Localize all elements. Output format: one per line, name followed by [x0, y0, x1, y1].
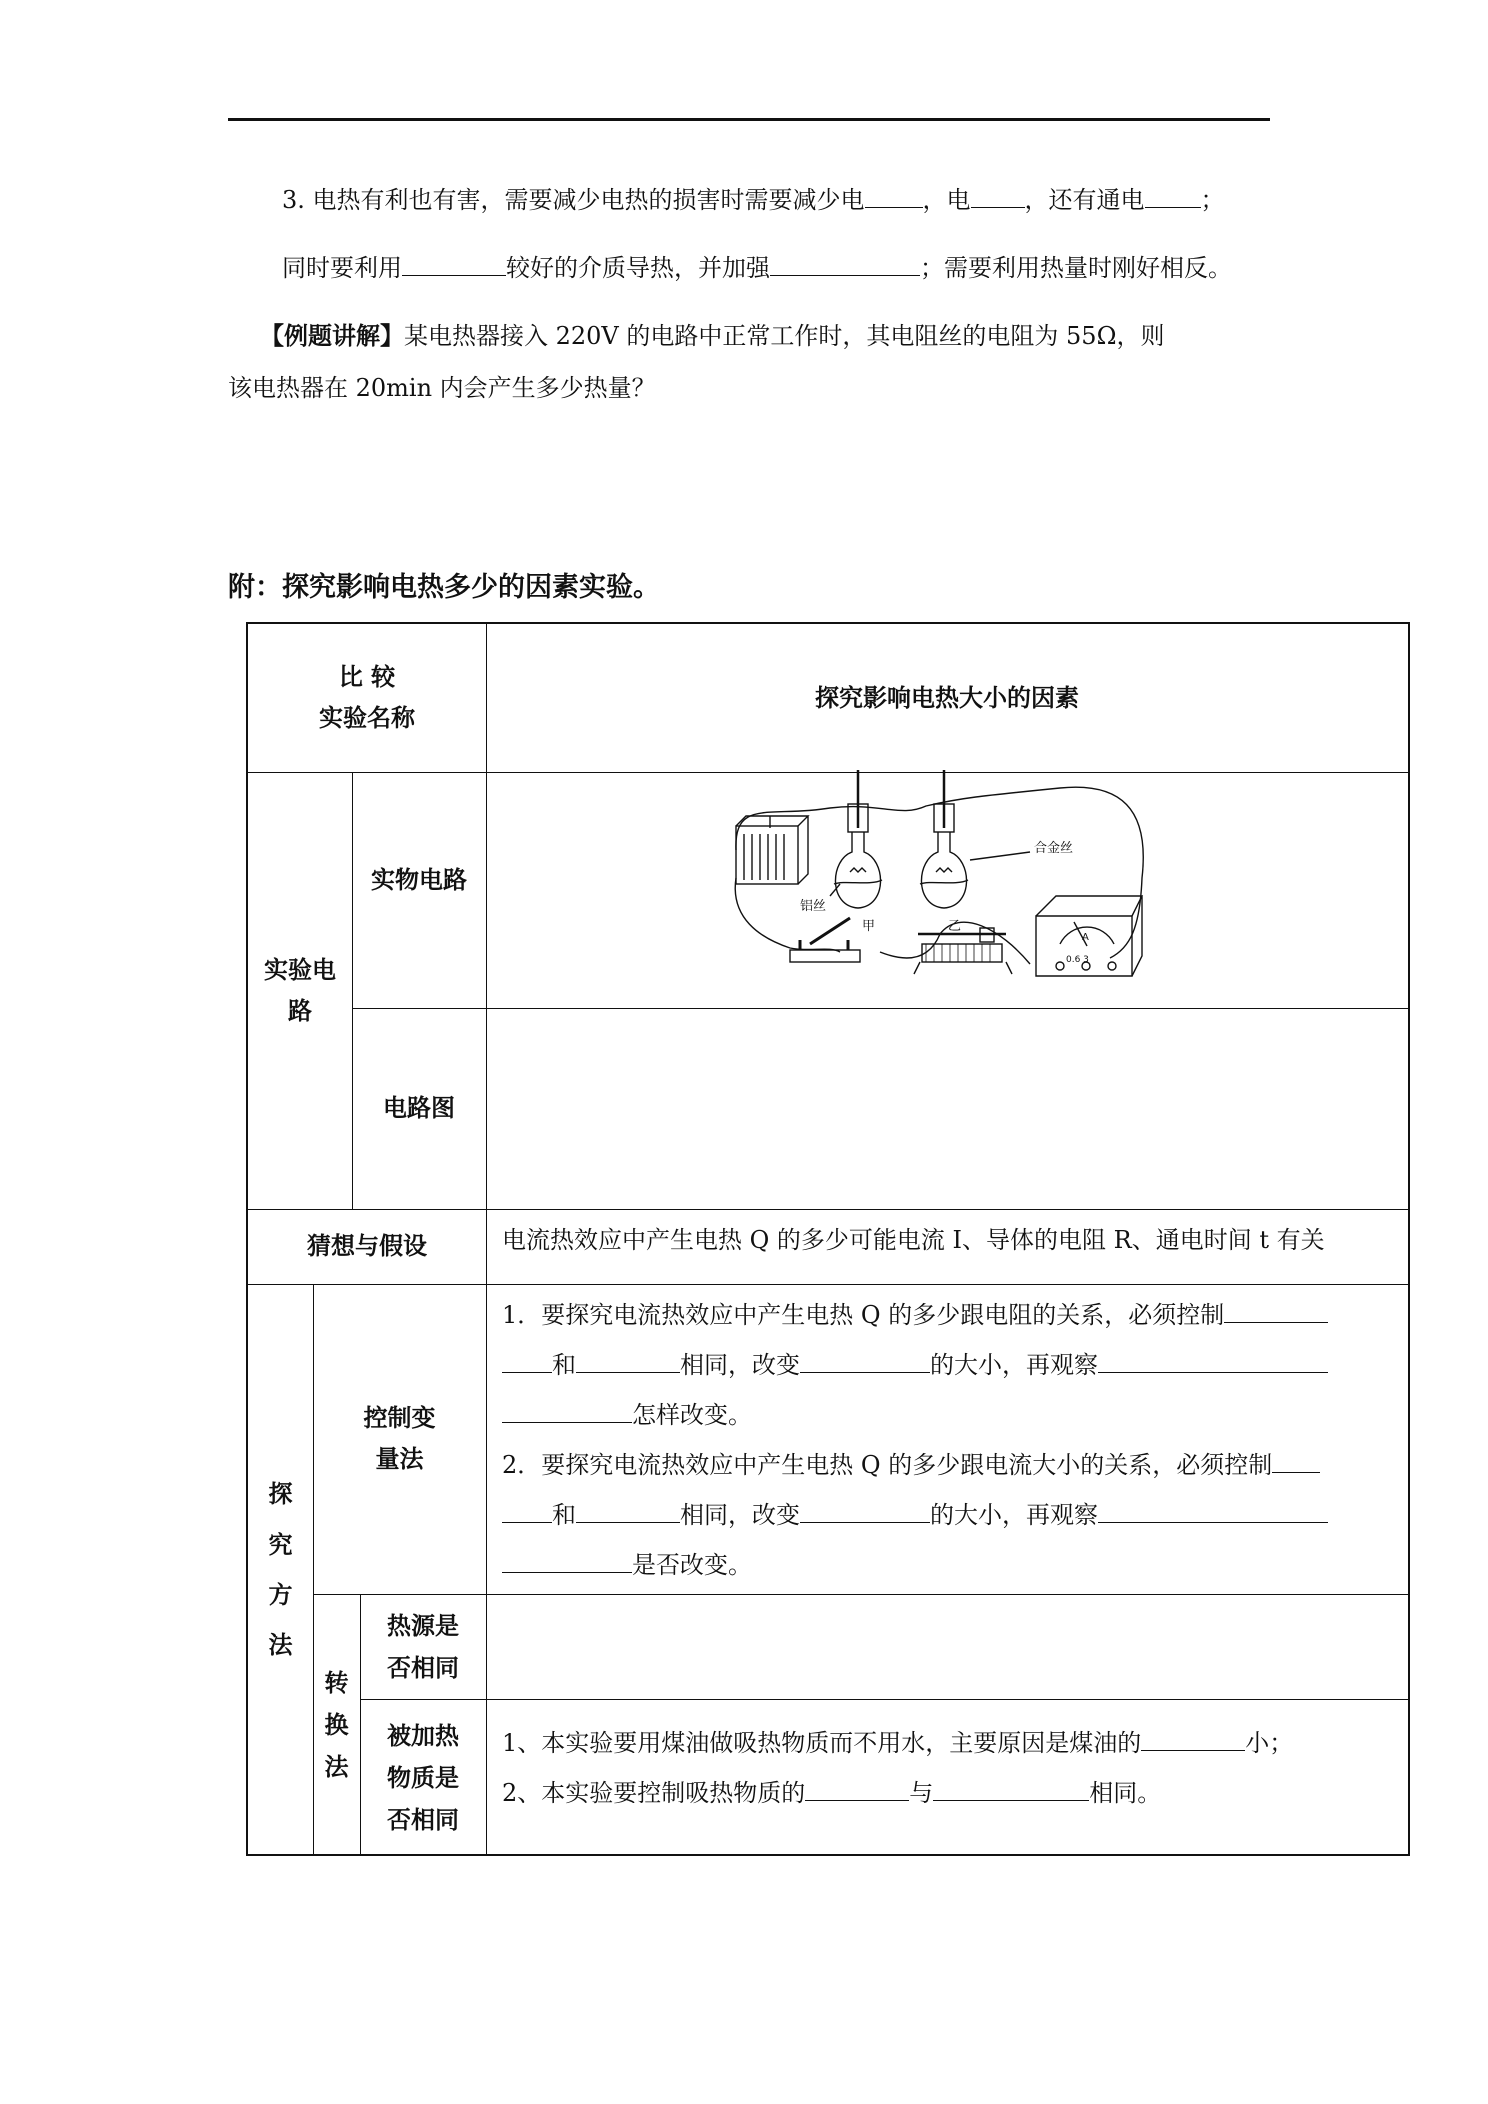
example-label: 【例题讲解】 — [260, 322, 404, 350]
alloy-pointer — [970, 852, 1030, 860]
blank — [1141, 1728, 1245, 1751]
blank — [1098, 1500, 1328, 1523]
blank — [1224, 1300, 1328, 1323]
blank — [502, 1350, 552, 1373]
header-rule — [228, 118, 1270, 121]
item3-line2: 同时要利用 较好的介质导热，并加强 ；需要利用热量时刚好相反。 — [282, 254, 1232, 282]
battery-body — [736, 826, 798, 884]
circuit-illustration — [730, 768, 1150, 998]
heat-source-label: 热源是 否相同 — [387, 1611, 459, 1682]
blank — [1272, 1450, 1320, 1473]
example-line2: 该电热器在 20min 内会产生多少热量？ — [228, 374, 656, 402]
ammeter-symbol: A — [1082, 932, 1089, 943]
hypothesis-label: 猜想与假设 — [307, 1232, 427, 1261]
blank — [402, 253, 506, 276]
blank — [576, 1350, 680, 1373]
control-1-line1: 1．要探究电流热效应中产生电热 Q 的多少跟电阻的关系，必须控制 — [502, 1300, 1328, 1327]
alloy-wire-label: 合金丝 — [1034, 841, 1074, 856]
example-line1: 【例题讲解】某电热器接入 220V 的电路中正常工作时，其电阻丝的电阻为 55Ω，则 — [260, 322, 1165, 350]
flask-a-label: 甲 — [862, 919, 876, 934]
heated-line1: 1、本实验要用煤油做吸热物质而不用水，主要原因是煤油的 小； — [502, 1729, 1294, 1757]
heated-substance-label: 被加热 物质是 否相同 — [387, 1721, 459, 1834]
header-left: 比 较 实验名称 — [319, 663, 415, 732]
blank — [502, 1550, 632, 1573]
blank — [805, 1778, 909, 1801]
blank — [770, 253, 920, 276]
blank — [800, 1350, 930, 1373]
blank — [971, 185, 1025, 208]
control-2-line1: 2．要探究电流热效应中产生电热 Q 的多少跟电流大小的关系，必须控制 — [502, 1450, 1320, 1477]
liquid-b — [920, 880, 968, 884]
flask-a — [835, 832, 880, 908]
table-divider — [486, 624, 487, 1856]
blank — [502, 1400, 632, 1423]
conversion-method-label: 转 换 法 — [324, 1669, 349, 1781]
control-2-line3: 是否改变。 — [502, 1550, 752, 1577]
heated-line2: 2、本实验要控制吸热物质的 与 相同。 — [502, 1779, 1162, 1807]
blank — [933, 1778, 1089, 1801]
switch-base — [790, 950, 860, 962]
method-group-label: 探 究 方 法 — [268, 1480, 293, 1660]
circuit-diagram-label: 电路图 — [383, 1094, 455, 1123]
control-variable-label: 控制变 量法 — [363, 1404, 436, 1473]
real-circuit-label: 实物电路 — [371, 866, 467, 894]
table-divider — [360, 1699, 1408, 1700]
coil-b — [936, 868, 952, 872]
blank — [865, 185, 923, 208]
ammeter-front — [1036, 916, 1132, 976]
ammeter-scale: 0.6 3 — [1066, 955, 1089, 965]
header-right: 探究影响电热大小的因素 — [815, 683, 1079, 712]
blank — [1098, 1350, 1328, 1373]
copper-wire-label: 铝丝 — [800, 899, 827, 914]
circuit-group-label: 实验电 路 — [264, 955, 336, 1025]
blank — [1145, 185, 1201, 208]
switch-lever — [800, 918, 850, 950]
wire — [735, 878, 840, 952]
table-divider — [352, 1008, 1408, 1009]
control-2-line2: 和 相同，改变 的大小，再观察 — [502, 1500, 1328, 1527]
coil-a — [850, 868, 866, 872]
blank — [576, 1500, 680, 1523]
control-1-line2: 和 相同，改变 的大小，再观察 — [502, 1350, 1328, 1377]
liquid-a — [834, 880, 882, 884]
blank — [502, 1500, 552, 1523]
flask-b-label: 乙 — [948, 919, 962, 934]
control-1-line3: 怎样改变。 — [502, 1400, 752, 1427]
appendix-title: 附：探究影响电热多少的因素实验。 — [228, 572, 660, 603]
hypothesis-text: 电流热效应中产生电热 Q 的多少可能电流 I、导体的电阻 R、通电时间 t 有关 — [502, 1226, 1325, 1254]
blank — [800, 1500, 930, 1523]
item3-line1: 3. 电热有利也有害，需要减少电热的损害时需要减少电 ，电 ，还有通电 ； — [282, 186, 1225, 214]
flask-b — [921, 832, 966, 908]
